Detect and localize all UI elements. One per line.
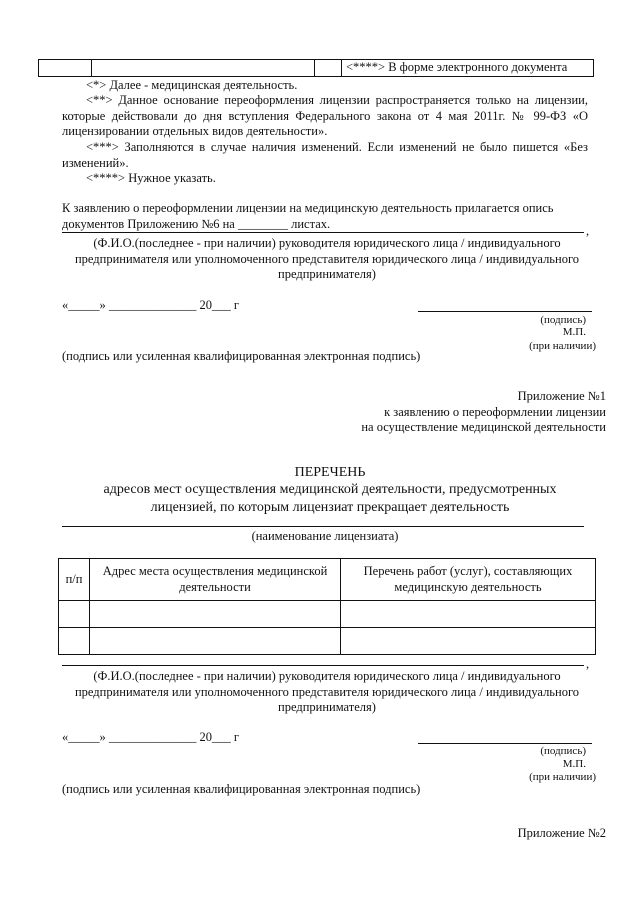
address-table	[58, 558, 596, 655]
date-line-2: «_____» ______________ 20___ г	[62, 730, 240, 744]
licensee-caption: (наименование лицензиата)	[251, 529, 399, 543]
signature-line-1	[418, 311, 592, 312]
footnote-2: <**> Данное основание переоформления лицензии распространяется только на лицензии, которые действовали до дня вступления Федерального закона от 4 мая 2011г. № 99-ФЗ «О лицензировании отдельных видов деятельности».	[62, 93, 588, 139]
fio-comma-1: ,	[586, 224, 590, 238]
mp-label-1: М.П.	[562, 326, 586, 338]
table-cell[interactable]	[59, 628, 90, 655]
header-address-text: Адрес места осуществления медицинской деятельности	[102, 563, 328, 594]
footnote-1: <*> Далее - медицинская деятельность.	[86, 78, 298, 92]
table-cell[interactable]	[90, 628, 341, 655]
header-number-text: п/п	[65, 571, 83, 586]
podpis-label-2: (подпись)	[540, 745, 586, 757]
pri-nalichii-1: (при наличии)	[529, 340, 596, 352]
attachment-text: К заявлению о переоформлении лицензии на медицинскую деятельность прилагается опись документов Приложению №6 на ________ листах.	[62, 201, 554, 231]
pri-nalichii-2: (при наличии)	[529, 771, 596, 783]
podpis-label-1: (подпись)	[540, 314, 586, 326]
appendix2-title: Приложение №2	[517, 826, 606, 840]
licensee-line	[62, 526, 584, 527]
top-cell-text: <****> В форме электронного документа	[346, 60, 568, 74]
mp-label-2: М.П.	[562, 758, 586, 770]
top-table-row	[38, 59, 594, 77]
footnote-3: <***> Заполняются в случае наличия изменений. Если изменений не было пишется «Без изменений».	[62, 140, 588, 170]
ep-caption-1: (подпись или усиленная квалифицированная электронная подпись)	[62, 349, 421, 363]
table-cell[interactable]	[341, 601, 596, 628]
appendix1-line3: на осуществление медицинской деятельности	[361, 420, 606, 434]
top-cell-2	[92, 60, 315, 77]
fio-line-1	[62, 232, 584, 233]
signature-line-2	[418, 743, 592, 744]
table-row	[59, 601, 596, 628]
table-cell[interactable]	[341, 628, 596, 655]
appendix1-line2: к заявлению о переоформлении лицензии	[384, 405, 606, 419]
top-cell-electronic	[342, 60, 594, 77]
fio-caption-1: (Ф.И.О.(последнее - при наличии) руководителя юридического лица / индивидуального предпринимателя или уполномоченного представителя юридического лица / индивидуального предпринимателя)	[74, 236, 580, 282]
perechen-subheading: адресов мест осуществления медицинской деятельности, предусмотренных лицензией, по которым лицензиат прекращает деятельность	[103, 482, 557, 515]
perechen-heading: ПЕРЕЧЕНЬ	[294, 465, 366, 480]
header-cell-number	[59, 559, 90, 601]
table-row	[59, 628, 596, 655]
footnote-4: <****> Нужное указать.	[86, 171, 216, 185]
table-cell[interactable]	[59, 601, 90, 628]
table-cell[interactable]	[90, 601, 341, 628]
top-cell-3	[315, 60, 342, 77]
header-cell-works	[341, 559, 596, 601]
appendix1-title: Приложение №1	[517, 389, 606, 403]
header-works-text: Перечень работ (услуг), составляющих медицинскую деятельность	[363, 563, 573, 594]
fio-comma-2: ,	[586, 657, 590, 671]
top-cell-1	[39, 60, 92, 77]
date-line-1: «_____» ______________ 20___ г	[62, 298, 240, 312]
table-header-row	[59, 559, 596, 601]
fio-line-2	[62, 665, 584, 666]
fio-caption-2: (Ф.И.О.(последнее - при наличии) руководителя юридического лица / индивидуального предпринимателя или уполномоченного представителя юридического лица / индивидуального предпринимателя)	[74, 669, 580, 715]
header-cell-address	[90, 559, 341, 601]
ep-caption-2: (подпись или усиленная квалифицированная электронная подпись)	[62, 782, 421, 796]
